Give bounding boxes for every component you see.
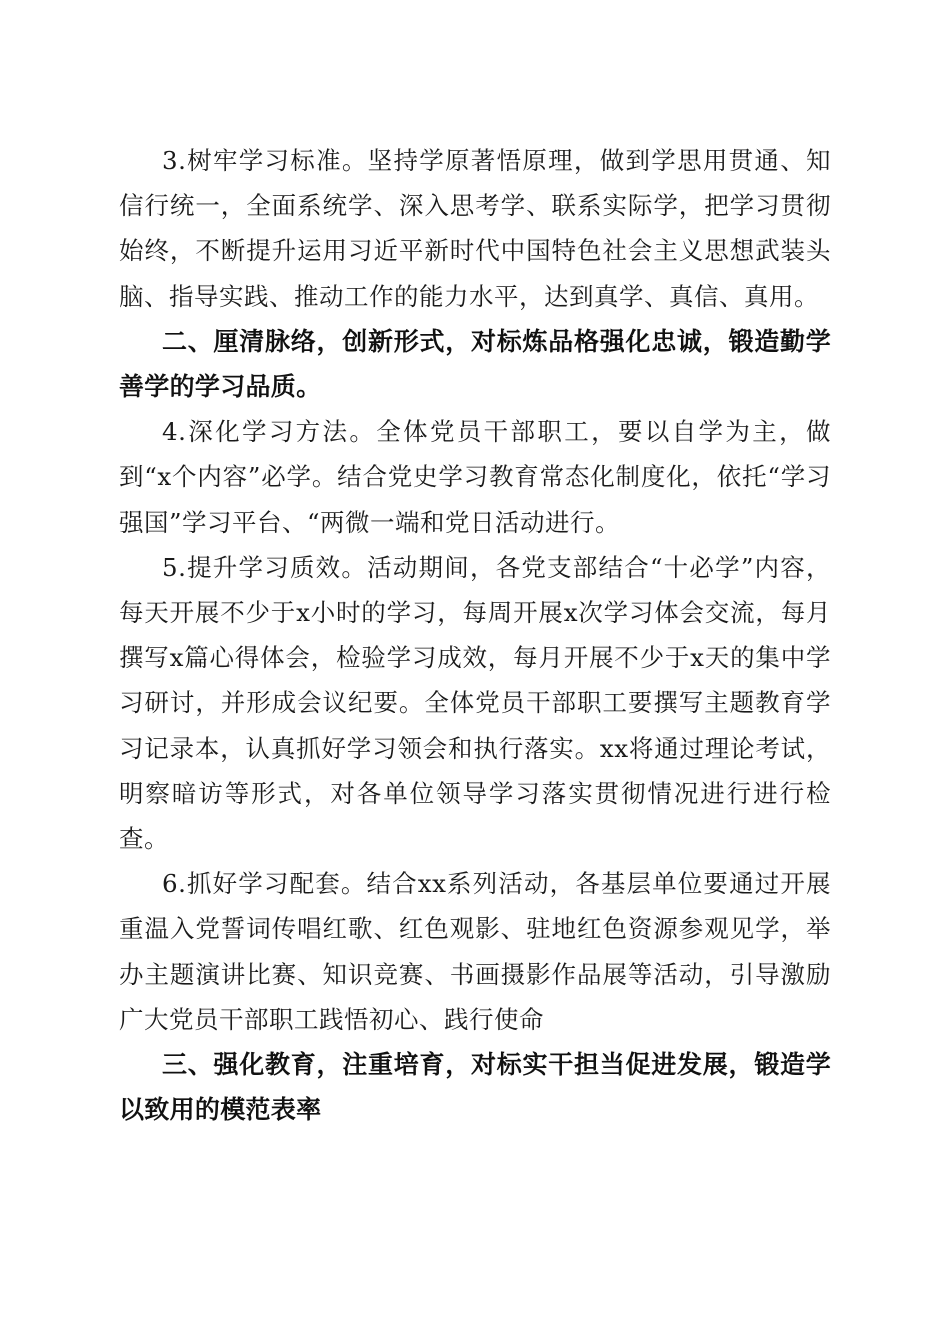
- paragraph-5-study-quality: 5.提升学习质效。活动期间，各党支部结合“十必学”内容，每天开展不少于x小时的学习，每周开展x次学习体会交流，每月撰写x篇心得体会，检验学习成效，每月开展不少于x天的集中学习研讨，并形成会议纪要。全体党员干部职工要撰写主题教育学习记录本，认真抓好学习领会和执行落实。xx将通过理论考试，明察暗访等形式，对各单位领导学习落实贯彻情况进行进行检查。: [119, 552, 831, 854]
- paragraph-6-study-support: 6.抓好学习配套。结合xx系列活动，各基层单位要通过开展重温入党誓词传唱红歌、红色观影、驻地红色资源参观见学，举办主题演讲比赛、知识竞赛、书画摄影作品展等活动，引导激励广大党员干部职工践悟初心、践行使命: [119, 869, 831, 1034]
- section-heading-2: 二、厘清脉络，创新形式，对标炼品格强化忠诚，锻造勤学善学的学习品质。: [119, 326, 831, 402]
- section-heading-3: 三、强化教育，注重培育，对标实干担当促进发展，锻造学以致用的模范表率: [119, 1050, 831, 1125]
- paragraph-4-study-method: 4.深化学习方法。全体党员干部职工，要以自学为主，做到“x个内容”必学。结合党史学习教育常态化制度化，依托“学习强国”学习平台、“两微一端和党日活动进行。: [119, 417, 831, 537]
- document-body: [119, 138, 831, 1132]
- paragraph-3-study-standard: 3.树牢学习标准。坚持学原著悟原理，做到学思用贯通、知信行统一，全面系统学、深入思考学、联系实际学，把学习贯彻始终，不断提升运用习近平新时代中国特色社会主义思想武装头脑、指导实践、推动工作的能力水平，达到真学、真信、真用。: [119, 146, 831, 311]
